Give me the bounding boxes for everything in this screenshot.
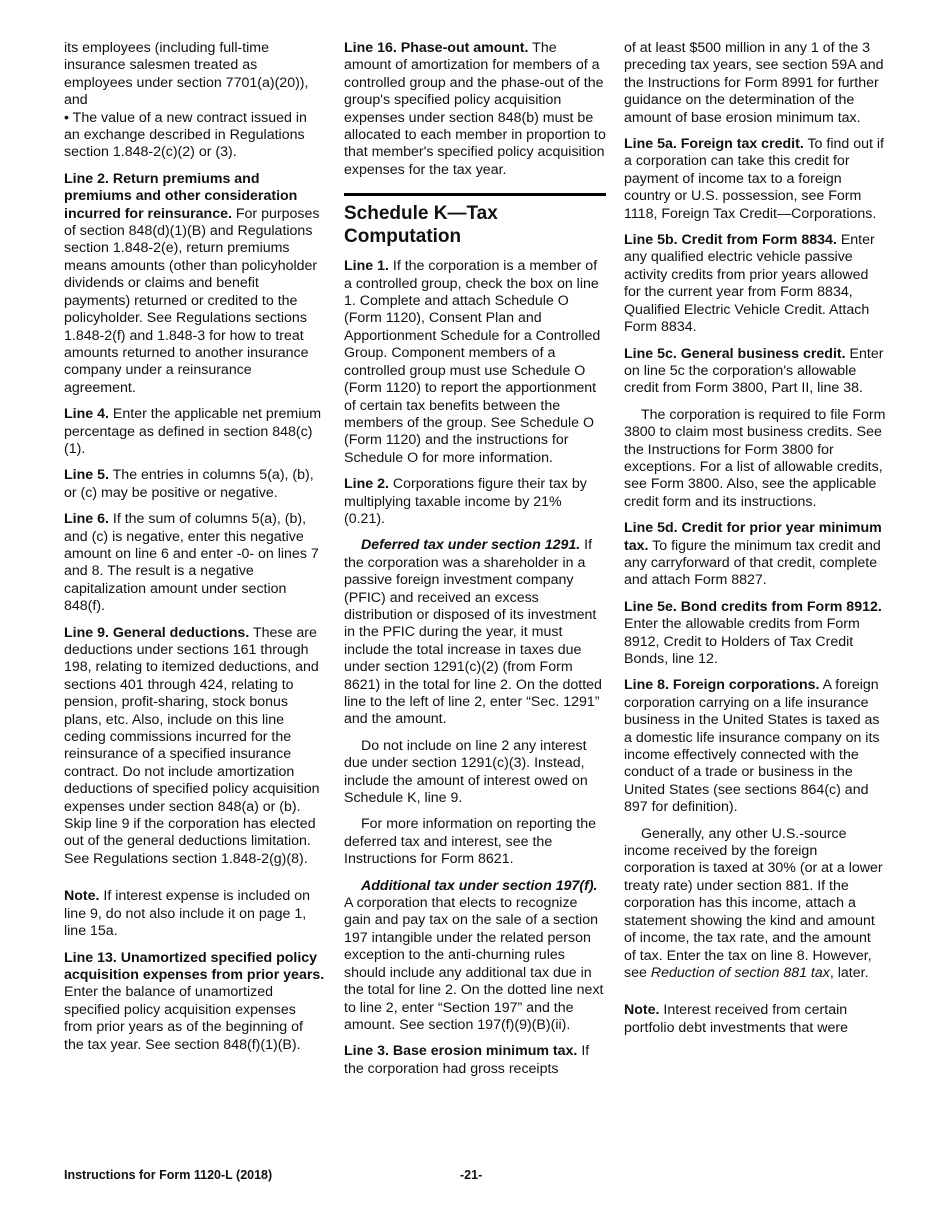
paragraph-line-1: Line 1. If the corporation is a member of a controlled group, check the box on line 1. Complete and attach Schedule O (Form 1120), Consent Plan and Apportionment Schedule for a Controlled Group. Component members of a controlled group must use Schedule O (Form 1120) to report the apportionment of certain tax benefits between the members of the group. See Schedule O (Form 1120) and the instructions for Schedule O for more information. [344,258,601,466]
line-5e-heading: Line 5e. Bond credits from Form 8912. [624,598,882,615]
paragraph-line-2: Line 2. Corporations figure their tax by multiplying taxable income by 21% (0.21). [344,476,587,527]
paragraph: For more information on reporting the deferred tax and interest, see the Instructions for Form 8621. [344,816,596,868]
paragraph: its employees (including full-time insurance salesmen treated as employees under section 7701(a)(20)), and • The value of a new contract issued in an exchange described in Regulations section 1.848-2(c)(2) or (3). [64,40,326,162]
paragraph-line-5e: Line 5e. Bond credits from Form 8912. Enter the allowable credits from Form 8912, Credit to Holders of Tax Credit Bonds, line 12. [624,598,882,667]
paragraph-line-16: Line 16. Phase-out amount. The amount of amortization for members of a controlled group and the phase-out of the group's specified policy acquisition expenses under section 848(b) must be allocated to each member in proportion to that member's specified policy acquisition expenses for the tax year. [344,40,606,178]
line-5-heading: Line 5. [64,467,109,484]
paragraph-line-2: Line 2. Return premiums and premiums and other consideration incurred for reinsurance. For purposes of section 848(d)(1)(B) and Regulations section 1.848-2(e), return premiums means amounts (other than policyholder dividends or claims and benefit payments) returned or credited to the policyholder. See Regulations sections 1.848-2(f) and 1.848-3 for how to treat amounts returned to another insurance company under a reinsurance agreement. [64,170,320,396]
line-1-heading: Line 1. [344,258,389,275]
page-number: -21- [460,1168,483,1182]
line-6-heading: Line 6. [64,511,109,528]
paragraph-line-5: Line 5. The entries in columns 5(a), (b), or (c) may be positive or negative. [64,467,314,501]
additional-tax-heading: Additional tax under section 197(f). [361,877,598,894]
column-1 [64,40,326,1054]
cross-reference: Reduction of section 881 tax [650,964,830,981]
paragraph-line-5a: Line 5a. Foreign tax credit. To find out if a corporation can take this credit for payment of income tax to a foreign country or U.S. possession, see Form 1118, Foreign Tax Credit—Corporations. [624,136,884,222]
footer-form-title: Instructions for Form 1120-L (2018) [64,1168,273,1182]
bullet-item: • The value of a new contract issued in an exchange described in Regulations section 1.848-2(c)(2) or (3). [64,109,307,161]
paragraph-line-13: Line 13. Unamortized specified policy acquisition expenses from prior years. Enter the balance of unamortized specified policy acquisition expenses from prior years as of the beginning of the tax year. See section 848(f)(1)(B). [64,949,325,1053]
paragraph: Do not include on line 2 any interest due under section 1291(c)(3). Instead, include the amount of interest owed on Schedule K, line 9. [344,737,588,807]
paragraph: of at least $500 million in any 1 of the 3 preceding tax years, see section 59A and the Instructions for Form 8991 for further guidance on the determination of the amount of base erosion minimum tax. [624,40,884,126]
paragraph-line-3: Line 3. Base erosion minimum tax. If the corporation had gross receipts [344,1043,590,1077]
paragraph-additional-tax: Additional tax under section 197(f). A corporation that elects to recognize gain and pay tax on the sale of a section 197 intangible under the related person exception to the anti-churning rules should include any additional tax due in the total for line 2. On the dotted line next to line 2, enter “Section 197” and the amount. See section 197(f)(9)(B)(ii). [344,877,604,1033]
paragraph: The corporation is required to file Form 3800 to claim most business credits. See the Instructions for Form 3800 for exceptions. For a list of allowable credits, see Form 3800. Also, see the applicable credit form and its instructions. [624,406,886,510]
line-2-heading: Line 2. Return premiums and premiums and other consideration incurred for reinsurance. [64,170,298,222]
paragraph-line-4: Line 4. Enter the applicable net premium percentage as defined in section 848(c)(1). [64,406,322,457]
line-4-heading: Line 4. [64,406,109,423]
line-5d-heading: Line 5d. Credit for prior year minimum tax. [624,520,882,554]
section-title: Schedule K—Tax Computation [344,203,498,248]
paragraph-line-6: Line 6. If the sum of columns 5(a), (b), and (c) is negative, enter this negative amount on line 6 and enter -0- on lines 7 and 8. The result is a negative capitalization amount under section 848(f). [64,511,319,615]
column-3 [624,40,886,1037]
column-2 [344,40,606,1078]
deferred-tax-heading: Deferred tax under section 1291. [361,537,581,554]
paragraph-generally: Generally, any other U.S.-source income received by the foreign corporation is taxed at 30% (or at a lower treaty rate) under section 881. If the corporation has this income, attach a statement showing the kind and amount of income, the tax rate, and the amount of tax. Enter the tax on line 8. However, see Reduction of section 881 tax, later. [624,825,883,981]
section-divider [344,193,606,196]
line-5a-heading: Line 5a. Foreign tax credit. [624,136,804,153]
paragraph-line-5d: Line 5d. Credit for prior year minimum tax. To figure the minimum tax credit and any carryforward of that credit, complete and attach Form 8827. [624,520,882,589]
line-2-heading: Line 2. [344,476,389,493]
line-9-heading: Line 9. General deductions. [64,624,250,641]
paragraph-note: Note. Interest received from certain portfolio debt investments that were [624,1002,848,1036]
line-8-heading: Line 8. Foreign corporations. [624,677,820,694]
paragraph-line-9: Line 9. General deductions. These are deductions under sections 161 through 198, relating to itemized deductions, and sections 401 through 424, relating to pension, profit-sharing, stock bonus plans, etc. Also, include on this line ceding commissions incurred for the reinsurance of a specified insurance contract. Do not include amortization deductions of specified policy acquisition expenses under section 848(a) or (b). Skip line 9 if the corporation has elected out of the general deductions limitation. See Regulations section 1.848-2(g)(8). [64,624,320,867]
paragraph-deferred-tax: Deferred tax under section 1291. If the corporation was a shareholder in a passive foreign investment company (PFIC) and received an excess distribution or disposed of its investment in the PFIC during the year, it must include the total increase in taxes due under section 1291(c)(2) (from Form 8621) in the total for line 2. On the dotted line to the left of line 2, enter “Sec. 1291” and the amount. [344,537,602,728]
line-16-heading: Line 16. Phase-out amount. [344,40,529,56]
paragraph-line-8: Line 8. Foreign corporations. A foreign corporation carrying on a life insurance business in the United States is taxed as a domestic life insurance company on its income effectively connected with the conduct of a trade or business in the United States (see sections 864(c) and 897 for definition). [624,677,880,816]
line-5c-heading: Line 5c. General business credit. [624,345,846,362]
paragraph-line-5b: Line 5b. Credit from Form 8834. Enter any qualified electric vehicle passive activity credits from prior years allowed for the current year from Form 8834, Qualified Electric Vehicle Credit. Attach Form 8834. [624,232,875,336]
note-heading: Note. [624,1002,660,1019]
line-13-heading: Line 13. Unamortized specified policy acquisition expenses from prior years. [64,949,325,983]
line-5b-heading: Line 5b. Credit from Form 8834. [624,232,837,249]
note-heading: Note. [64,888,100,905]
line-3-heading: Line 3. Base erosion minimum tax. [344,1043,578,1060]
paragraph-note: Note. If interest expense is included on line 9, do not also include it on page 1, line 15a. [64,888,311,940]
paragraph-line-5c: Line 5c. General business credit. Enter on line 5c the corporation's allowable credit from Form 3800, Part II, line 38. [624,345,884,397]
